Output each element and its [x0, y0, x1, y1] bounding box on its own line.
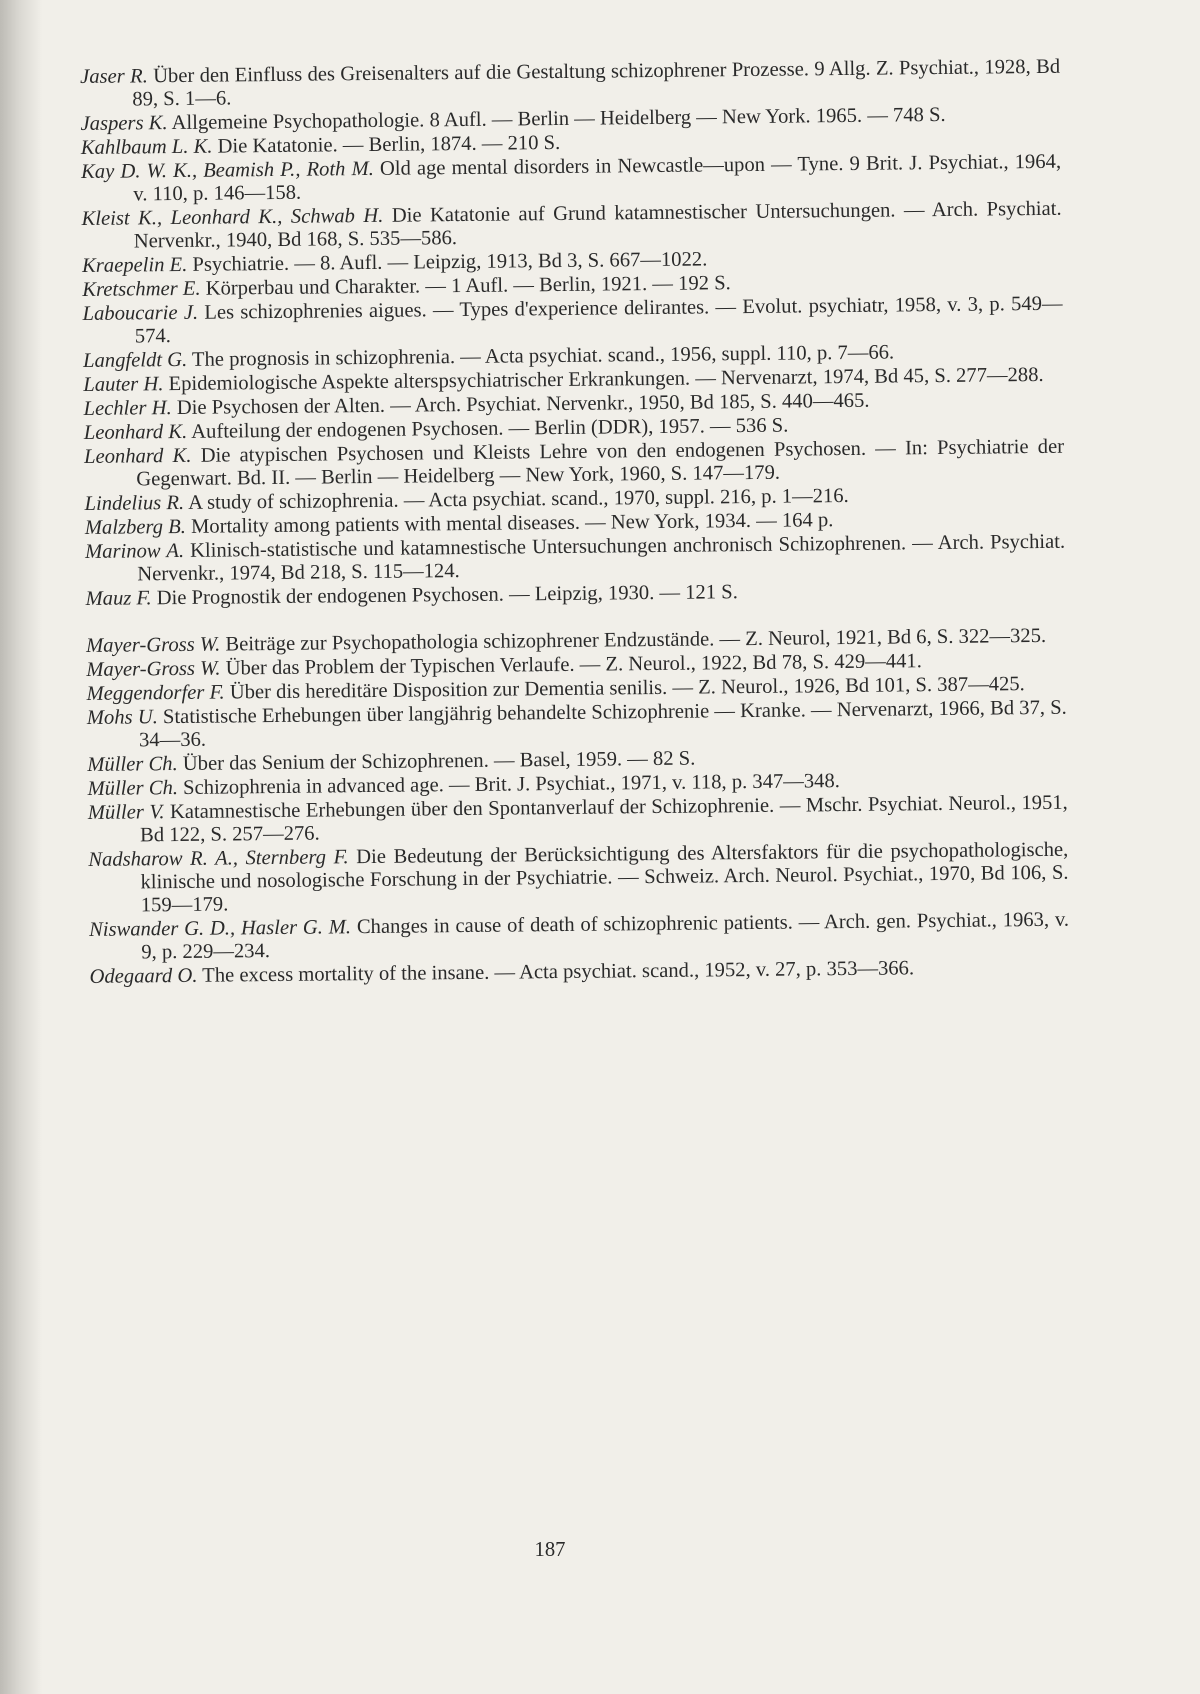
- reference-entry: [88, 839, 1069, 918]
- reference-author: Leonhard K.: [83, 444, 192, 468]
- reference-text: A study of schizophrenia. — Acta psychiat. scand., 1970, suppl. 216, p. 1—216.: [188, 484, 849, 514]
- reference-text: Mortality among patients with mental diseases. — New York, 1934. — 164 p.: [190, 509, 834, 538]
- reference-text: Die Bedeutung der Berücksichtigung des Altersfaktors für die psychopathologische, klinische und nosologische Forschung in der Psychiatrie. — Schweiz. Arch. Neurol. Psychiat., 1970, Bd 106, S. 159—179.: [140, 838, 1069, 917]
- reference-author: Mayer-Gross W.: [85, 633, 221, 657]
- reference-text: Die Prognostik der endogenen Psychosen. — Leipzig, 1930. — 121 S.: [156, 581, 738, 610]
- bibliography-page: [80, 56, 1070, 990]
- reference-author: Kahlbaum L. K.: [80, 135, 213, 159]
- reference-author: Lauter H.: [83, 373, 164, 396]
- reference-author: Müller Ch.: [87, 777, 179, 800]
- reference-author: Kraepelin E.: [81, 253, 188, 277]
- reference-text: Klinisch-statistische und katamnestische Untersuchungen anchronisch Schizophrenen. — Arch. Psychiat. Nervenkr., 1974, Bd 218, S. 115—124.: [137, 530, 1066, 586]
- reference-author: Kretschmer E.: [82, 277, 201, 301]
- reference-author: Kleist K., Leonhard K., Schwab H.: [81, 204, 384, 230]
- reference-text: Old age mental disorders in Newcastle—upon — Tyne. 9 Brit. J. Psychiat., 1964, v. 110, p. 146—158.: [133, 150, 1062, 206]
- reference-text: Changes in cause of death of schizophrenic patients. — Arch. gen. Psychiat., 1963, v. 9, p. 229—234.: [141, 908, 1070, 964]
- reference-text: Die atypischen Psychosen und Kleists Lehre von den endogenen Psychosen. — In: Psychiatrie der Gegenwart. Bd. II. — Berlin — Heidelberg — New York, 1960, S. 147—179.: [136, 435, 1065, 491]
- reference-text: The prognosis in schizophrenia. — Acta psychiat. scand., 1956, suppl. 110, p. 7—66.: [191, 341, 895, 371]
- reference-text: Katamnestische Erhebungen über den Spontanverlauf der Schizophrenie. — Mschr. Psychiat. Neurol., 1951, Bd 122, S. 257—276.: [139, 791, 1068, 847]
- reference-author: Müller V.: [87, 801, 165, 824]
- reference-text: Beiträge zur Psychopathologia schizophrener Endzustände. — Z. Neurol, 1921, Bd 6, S. 322—325.: [225, 624, 1047, 656]
- reference-author: Leonhard K.: [83, 420, 188, 444]
- reference-author: Langfeldt G.: [82, 348, 188, 372]
- reference-author: Meggendorfer F.: [86, 681, 225, 705]
- reference-text: The excess mortality of the insane. — Acta psychiat. scand., 1952, v. 27, p. 353—366.: [202, 957, 915, 987]
- reference-text: Über das Problem der Typischen Verlaufe. — Z. Neurol., 1922, Bd 78, S. 429—441.: [225, 650, 922, 680]
- reference-text: Aufteilung der endogenen Psychosen. — Berlin (DDR), 1957. — 536 S.: [191, 414, 789, 443]
- reference-text: Über das Senium der Schizophrenen. — Basel, 1959. — 82 S.: [182, 747, 696, 775]
- reference-author: Mohs U.: [86, 706, 158, 729]
- reference-author: Jaser R.: [80, 65, 148, 88]
- reference-text: Körperbau und Charakter. — 1 Aufl. — Berlin, 1921. — 192 S.: [205, 272, 731, 300]
- scan-edge-shadow: [0, 0, 42, 1694]
- reference-text: Epidemiologische Aspekte alterspsychiatrischer Erkrankungen. — Nervenarzt, 1974, Bd 45, S. 277—288.: [168, 363, 1044, 396]
- reference-author: Mauz F.: [85, 587, 152, 610]
- reference-author: Malzberg B.: [84, 515, 187, 539]
- reference-author: Nadsharow R. A., Sternberg F.: [88, 846, 349, 871]
- reference-text: Les schizophrenies aigues. — Types d'experience delirantes. — Evolut. psychiatr, 1958, v. 3, p. 549—574.: [134, 292, 1063, 348]
- reference-list: [80, 56, 1070, 989]
- reference-text: Schizophrenia in advanced age. — Brit. J. Psychiat., 1971, v. 118, p. 347—348.: [182, 770, 840, 799]
- reference-author: Mayer-Gross W.: [86, 657, 221, 681]
- reference-text: Die Katatonie. — Berlin, 1874. — 210 S.: [217, 131, 561, 158]
- reference-author: Müller Ch.: [87, 753, 178, 776]
- reference-author: Laboucarie J.: [82, 301, 199, 325]
- reference-author: Lechler H.: [83, 397, 172, 420]
- reference-text: Statistische Erhebungen über langjährig behandelte Schizophrenie — Kranke. — Nervenarzt, 1966, Bd 37, S. 34—36.: [138, 696, 1067, 752]
- reference-text: Die Psychosen der Alten. — Arch. Psychiat. Nervenkr., 1950, Bd 185, S. 440—465.: [176, 389, 870, 420]
- reference-author: Marinow A.: [84, 539, 185, 563]
- reference-author: Jaspers K.: [80, 112, 168, 135]
- reference-author: Niswander G. D., Hasler G. M.: [88, 916, 352, 941]
- reference-text: Über den Einfluss des Greisenalters auf die Gestaltung schizophrener Prozesse. 9 Allg. Z. Psychiat., 1928, Bd 89, S. 1—6.: [132, 55, 1061, 111]
- reference-text: Über dis hereditäre Disposition zur Dementia senilis. — Z. Neurol., 1926, Bd 101, S. 387—425.: [229, 673, 1025, 704]
- reference-author: Lindelius R.: [84, 491, 185, 515]
- page-number: 187: [534, 1539, 566, 1561]
- reference-author: Odegaard O.: [89, 964, 198, 988]
- reference-text: Die Katatonie auf Grund katamnestischer Untersuchungen. — Arch. Psychiat. Nervenkr., 1940, Bd 168, S. 535—586.: [133, 197, 1062, 253]
- reference-author: Kay D. W. K., Beamish P., Roth M.: [80, 157, 374, 183]
- reference-text: Psychiatrie. — 8. Aufl. — Leipzig, 1913, Bd 3, S. 667—1022.: [192, 248, 708, 276]
- reference-text: Allgemeine Psychopathologie. 8 Aufl. — Berlin — Heidelberg — New York. 1965. — 748 S.: [171, 103, 946, 135]
